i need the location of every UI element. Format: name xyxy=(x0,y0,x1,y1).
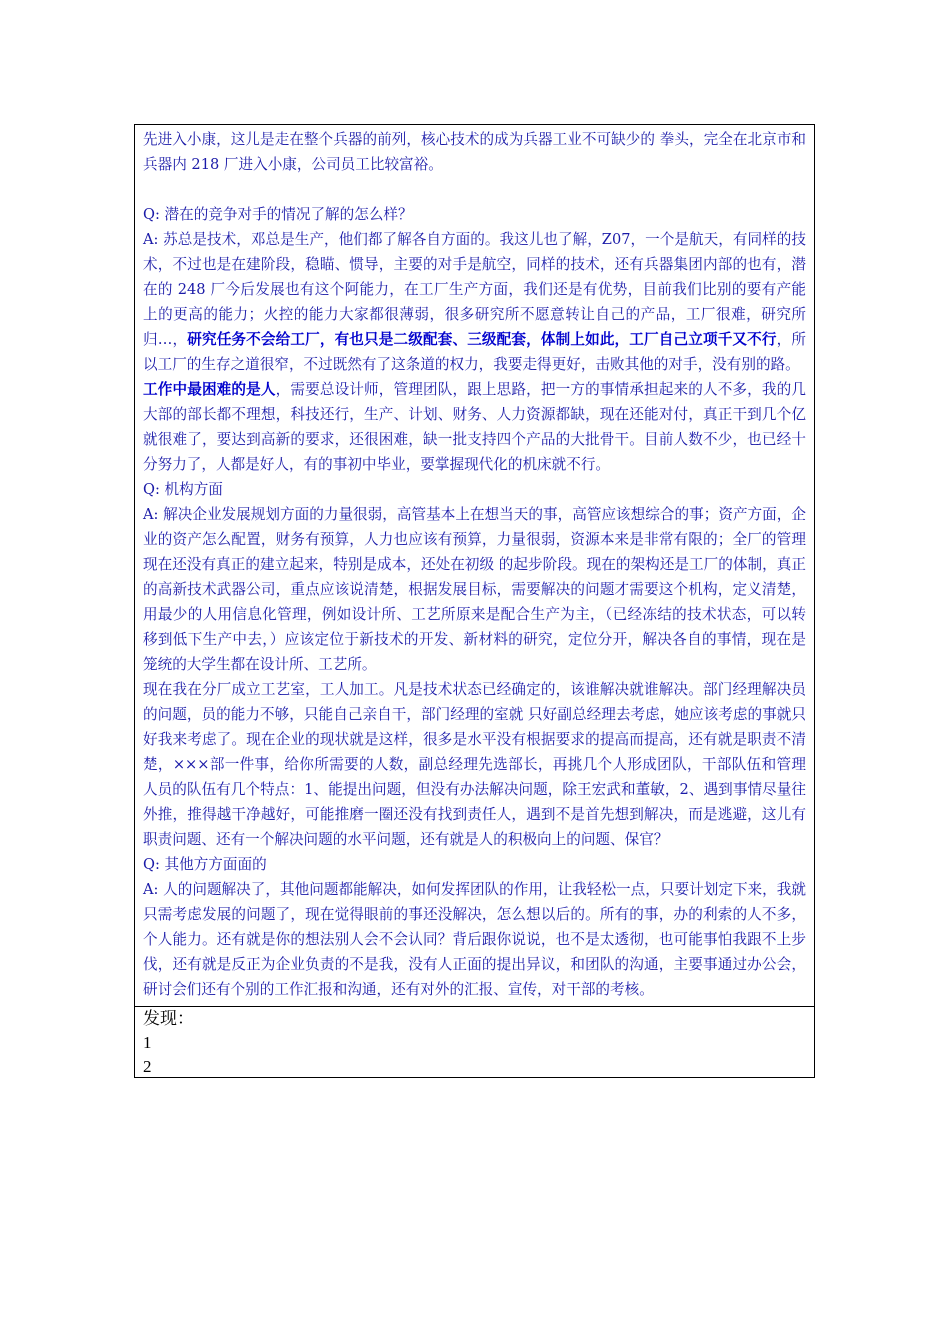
findings-item-1: 1 xyxy=(143,1033,152,1052)
document-table xyxy=(134,124,815,1078)
blank-line xyxy=(143,177,806,202)
findings-title: 发现： xyxy=(143,1009,194,1028)
question-competitors: Q: 潜在的竞争对手的情况了解的怎么样？ xyxy=(143,206,413,223)
answer-competitors-bold: 研究任务不会给工厂，有也只是二级配套、三级配套，体制上如此，工厂自己立项千又不行 xyxy=(187,331,777,348)
findings-cell xyxy=(135,1006,814,1077)
question-organization: Q: 机构方面 xyxy=(143,481,223,498)
intro-paragraph: 先进入小康，这儿是走在整个兵器的前列，核心技术的成为兵器工业不可缺少的 拳头，完全在北京市和兵器内 218 厂进入小康，公司员工比较富裕。 xyxy=(143,131,806,173)
answer-competitors-part2: ，所以工厂的生存之道很窄，不过既然有了这条道的权力，我要走得更好，击败其他的对手，没有别的路。 xyxy=(143,331,806,373)
findings-item-2: 2 xyxy=(143,1057,152,1076)
question-other: Q: 其他方方面面的 xyxy=(143,856,267,873)
answer-organization: A: 解决企业发展规划方面的力量很弱，高管基本上在想当天的事，高管应该想综合的事；资产方面，企业的资产怎么配置，财务有预算，人力也应该有预算，力量很弱，资源本来是非常有限的；全厂的管理现在还没有真正的建立起来，特别是成本，还处在初级 的起步阶段。现在的架构还是工厂的体制，真正的高新技术武器公司，重点应该说清楚，根据发展目标，需要解决的问题才需要这个机构，定义清楚，用最少的人用信息化管理，例如设计所、工艺所原来是配合生产为主，（已经冻结的技术状态，可以转移到低下生产中去，）应该定位于新技术的开发、新材料的研究，定位分开，解决各自的事情，现在是笼统的大学生都在设计所、工艺所。 xyxy=(143,506,806,673)
answer-competitors-part1: A: 苏总是技术，邓总是生产，他们都了解各自方面的。我这儿也了解，Z07，一个是航天，有同样的技术，不过也是在建阶段，稳瞄、惯导，主要的对手是航空，同样的技术，还有兵器集团内部的也有，潜在的 248 厂今后发展也有这个阿能力，在工厂生产方面，我们还是有优势，目前我们比别的要有产能上的更高的能力；火控的能力大家都很薄弱，很多研究所不愿意转让自己的产品，工厂很难，研究所归…， xyxy=(143,231,806,348)
paragraph-people-bold: 工作中最困难的是人 xyxy=(143,381,276,398)
paragraph-workshop: 现在我在分厂成立工艺室，工人加工。凡是技术状态已经确定的，该谁解决就谁解决。部门经理解决员的问题，员的能力不够，只能自己亲自干，部门经理的室就 只好副总经理去考虑，她应该考虑的事就只好我来考虑了。现在企业的现状就是这样，很多是水平没有根据要求的提高而提高，还有就是职责不清楚，×××部一件事，给你所需要的人数，副总经理先选部长，再挑几个人形成团队，干部队伍和管理人员的队伍有几个特点：1、能提出问题，但没有办法解决问题，除王宏武和董敏，2、遇到事情尽量往外推，推得越干净越好，可能推磨一圈还没有找到责任人，遇到不是首先想到解决，而是逃避，这儿有职责问题、还有一个解决问题的水平问题，还有就是人的积极向上的问题、保官？ xyxy=(143,681,806,848)
paragraph-people xyxy=(143,377,806,477)
answer-competitors xyxy=(143,227,806,377)
interview-cell xyxy=(135,125,814,1006)
paragraph-people-rest: ，需要总设计师，管理团队，跟上思路，把一方的事情承担起来的人不多，我的几大部的部长都不理想，科技还行，生产、计划、财务、人力资源都缺，现在还能对付，真正干到几个亿就很难了，要达到高新的要求，还很困难，缺一批支持四个产品的大批骨干。目前人数不少，也已经十分努力了，人都是好人，有的事初中毕业，要掌握现代化的机床就不行。 xyxy=(143,381,806,473)
answer-other: A: 人的问题解决了，其他问题都能解决，如何发挥团队的作用，让我轻松一点，只要计划定下来，我就只需考虑发展的问题了，现在觉得眼前的事还没解决，怎么想以后的。所有的事，办的利索的人不多，个人能力。还有就是你的想法别人会不会认同？背后跟你说说，也不是太透彻，也可能事怕我跟不上步伐，还有就是反正为企业负责的不是我，没有人正面的提出异议，和团队的沟通，主要事通过办公会，研讨会们还有个别的工作汇报和沟通，还有对外的汇报、宣传，对干部的考核。 xyxy=(143,881,806,998)
